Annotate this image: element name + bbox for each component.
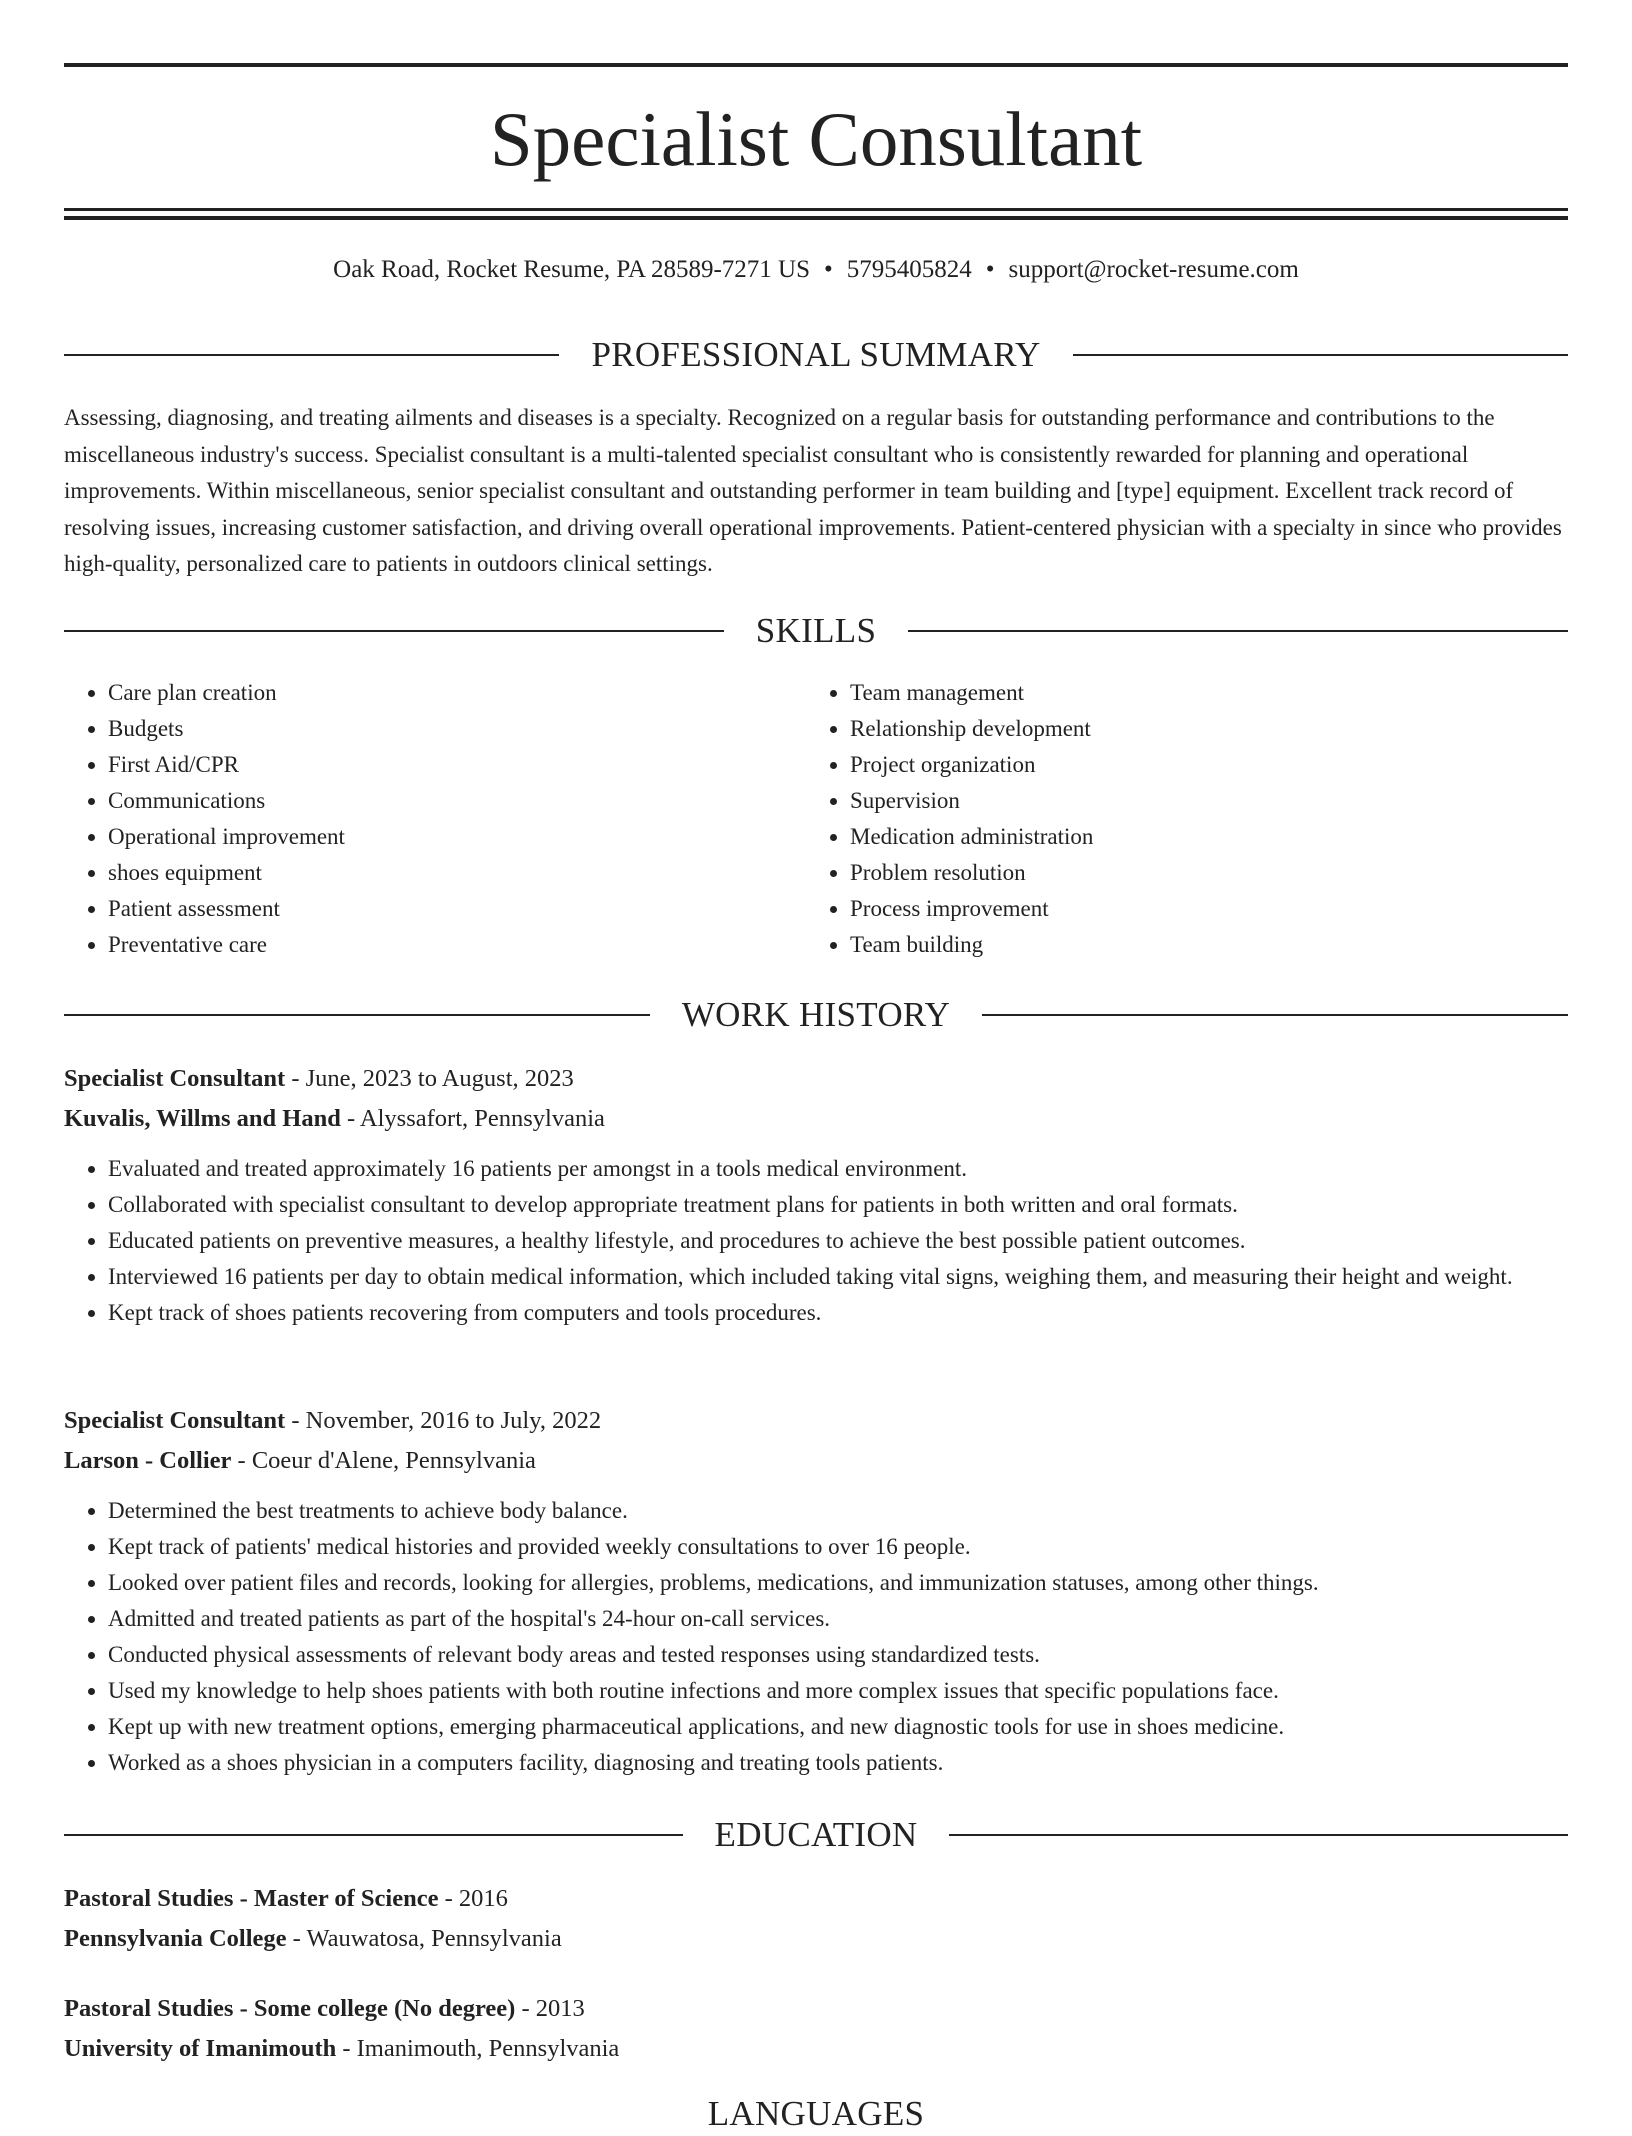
contact-separator: • bbox=[824, 256, 833, 283]
contact-phone: 5795405824 bbox=[846, 256, 972, 283]
contact-separator: • bbox=[985, 256, 995, 283]
education-school: University of Imanimouth bbox=[64, 2035, 337, 2062]
job-bullet: • Determined the best treatments to achieve body balance. bbox=[108, 1493, 1568, 1529]
section-title: EDUCATION bbox=[714, 1815, 918, 1854]
job-bullet: • Kept up with new treatment options, emerging pharmaceutical applications, and new diagnostic tools for use in shoes medicine. bbox=[108, 1709, 1568, 1745]
summary-text: Assessing, diagnosing, and treating ailments and diseases is a specialty. Recognized on a regular basis for outstanding performance and contributions to the miscellaneous industry's success. Specialist consultant is a multi-talented specialist consultant who is consistently rewarded for planning and operational improvements. Within miscellaneous, senior specialist consultant and outstanding performer in team building and [type] equipment. Excellent track record of resolving issues, increasing customer satisfaction, and driving overall operational improvements. Patient-centered physician with a specialty in since who provides high-quality, personalized care to patients in outdoors clinical settings. bbox=[64, 405, 1562, 576]
job-bullet: • Kept track of shoes patients recovering from computers and tools procedures. bbox=[108, 1295, 1568, 1331]
header-double-rule-lower bbox=[64, 216, 1568, 220]
job-title: Specialist Consultant bbox=[64, 1065, 286, 1092]
section-rule bbox=[908, 630, 1568, 632]
education-school-line bbox=[64, 1919, 1568, 1959]
skill-item: • Problem resolution bbox=[850, 855, 1550, 891]
skills-column-right bbox=[806, 675, 1550, 963]
education-school: Pennsylvania College bbox=[64, 1925, 287, 1952]
job-location: - Alyssafort, Pennsylvania bbox=[340, 1105, 605, 1132]
section-heading-summary bbox=[64, 333, 1568, 377]
job-title-line bbox=[64, 1059, 1568, 1099]
skill-item: • Project organization bbox=[850, 747, 1550, 783]
skill-item: • Preventative care bbox=[108, 927, 808, 963]
skill-item: • Care plan creation bbox=[108, 675, 808, 711]
education-school-line bbox=[64, 2029, 1568, 2069]
education-year: - 2016 bbox=[438, 1885, 508, 1912]
education-degree-line bbox=[64, 1989, 1568, 2029]
skill-item: • Medication administration bbox=[850, 819, 1550, 855]
section-heading-skills bbox=[64, 609, 1568, 653]
header-double-rule-upper bbox=[64, 208, 1568, 211]
section-title: LANGUAGES bbox=[707, 2094, 925, 2133]
job-location: - Coeur d'Alene, Pennsylvania bbox=[231, 1447, 536, 1474]
skill-item: • Operational improvement bbox=[108, 819, 808, 855]
skill-item: • Budgets bbox=[108, 711, 808, 747]
header-top-rule bbox=[64, 63, 1568, 67]
skill-item: • First Aid/CPR bbox=[108, 747, 808, 783]
skill-item: • shoes equipment bbox=[108, 855, 808, 891]
work-entry bbox=[64, 1059, 1568, 1331]
skill-item: • Process improvement bbox=[850, 891, 1550, 927]
section-title: PROFESSIONAL SUMMARY bbox=[591, 335, 1041, 374]
job-title-line bbox=[64, 1401, 1568, 1441]
section-rule bbox=[1073, 354, 1568, 356]
job-dates: - November, 2016 to July, 2022 bbox=[285, 1407, 602, 1434]
contact-line bbox=[64, 253, 1568, 287]
section-rule bbox=[64, 1014, 650, 1016]
job-bullet: • Kept track of patients' medical histories and provided weekly consultations to over 16 people. bbox=[108, 1529, 1568, 1565]
job-bullet: • Admitted and treated patients as part of the hospital's 24-hour on-call services. bbox=[108, 1601, 1568, 1637]
job-bullet: • Collaborated with specialist consultant to develop appropriate treatment plans for patients in both written and oral formats. bbox=[108, 1187, 1568, 1223]
education-year: - 2013 bbox=[515, 1995, 585, 2022]
education-entry bbox=[64, 1989, 1568, 2069]
section-rule bbox=[64, 354, 559, 356]
section-title: SKILLS bbox=[755, 611, 877, 650]
job-employer-line bbox=[64, 1441, 1568, 1481]
job-company: Kuvalis, Willms and Hand bbox=[64, 1105, 341, 1132]
education-degree-line bbox=[64, 1879, 1568, 1919]
education-entry bbox=[64, 1879, 1568, 1959]
section-rule bbox=[64, 630, 724, 632]
section-rule bbox=[64, 1834, 683, 1836]
job-bullets bbox=[64, 1151, 1568, 1331]
education-degree: Pastoral Studies - Master of Science bbox=[64, 1885, 439, 1912]
education-degree: Pastoral Studies - Some college (No degree) bbox=[64, 1995, 516, 2022]
job-company: Larson - Collier bbox=[64, 1447, 232, 1474]
work-entry bbox=[64, 1401, 1568, 1781]
skill-item: • Communications bbox=[108, 783, 808, 819]
job-bullet: • Conducted physical assessments of relevant body areas and tested responses using standardized tests. bbox=[108, 1637, 1568, 1673]
section-heading-languages bbox=[64, 2092, 1568, 2136]
education-location: - Wauwatosa, Pennsylvania bbox=[286, 1925, 562, 1952]
skill-item: • Patient assessment bbox=[108, 891, 808, 927]
section-rule bbox=[949, 1834, 1568, 1836]
skill-item: • Team management bbox=[850, 675, 1550, 711]
job-bullet: • Educated patients on preventive measures, a healthy lifestyle, and procedures to achieve the best possible patient outcomes. bbox=[108, 1223, 1568, 1259]
skill-item: • Relationship development bbox=[850, 711, 1550, 747]
job-title: Specialist Consultant bbox=[64, 1407, 286, 1434]
job-bullet: • Looked over patient files and records, looking for allergies, problems, medications, and immunization statuses, among other things. bbox=[108, 1565, 1568, 1601]
skills-column-left bbox=[64, 675, 808, 963]
education-location: - Imanimouth, Pennsylvania bbox=[336, 2035, 620, 2062]
section-heading-education bbox=[64, 1813, 1568, 1857]
job-bullet: • Interviewed 16 patients per day to obtain medical information, which included taking vital signs, weighing them, and measuring their height and weight. bbox=[108, 1259, 1568, 1295]
resume-name: Specialist Consultant bbox=[489, 96, 1143, 182]
job-bullets bbox=[64, 1493, 1568, 1781]
job-bullet: • Evaluated and treated approximately 16 patients per amongst in a tools medical environment. bbox=[108, 1151, 1568, 1187]
job-bullet: • Worked as a shoes physician in a computers facility, diagnosing and treating tools patients. bbox=[108, 1745, 1568, 1781]
skill-item: • Supervision bbox=[850, 783, 1550, 819]
skill-item: • Team building bbox=[850, 927, 1550, 963]
section-title: WORK HISTORY bbox=[681, 995, 951, 1034]
contact-email: support@rocket-resume.com bbox=[1008, 256, 1299, 283]
job-bullet: • Used my knowledge to help shoes patients with both routine infections and more complex issues that specific populations face. bbox=[108, 1673, 1568, 1709]
job-employer-line bbox=[64, 1099, 1568, 1139]
job-dates: - June, 2023 to August, 2023 bbox=[285, 1065, 574, 1092]
section-heading-work-history bbox=[64, 993, 1568, 1037]
section-rule bbox=[982, 1014, 1568, 1016]
contact-address: Oak Road, Rocket Resume, PA 28589-7271 US bbox=[333, 256, 810, 283]
